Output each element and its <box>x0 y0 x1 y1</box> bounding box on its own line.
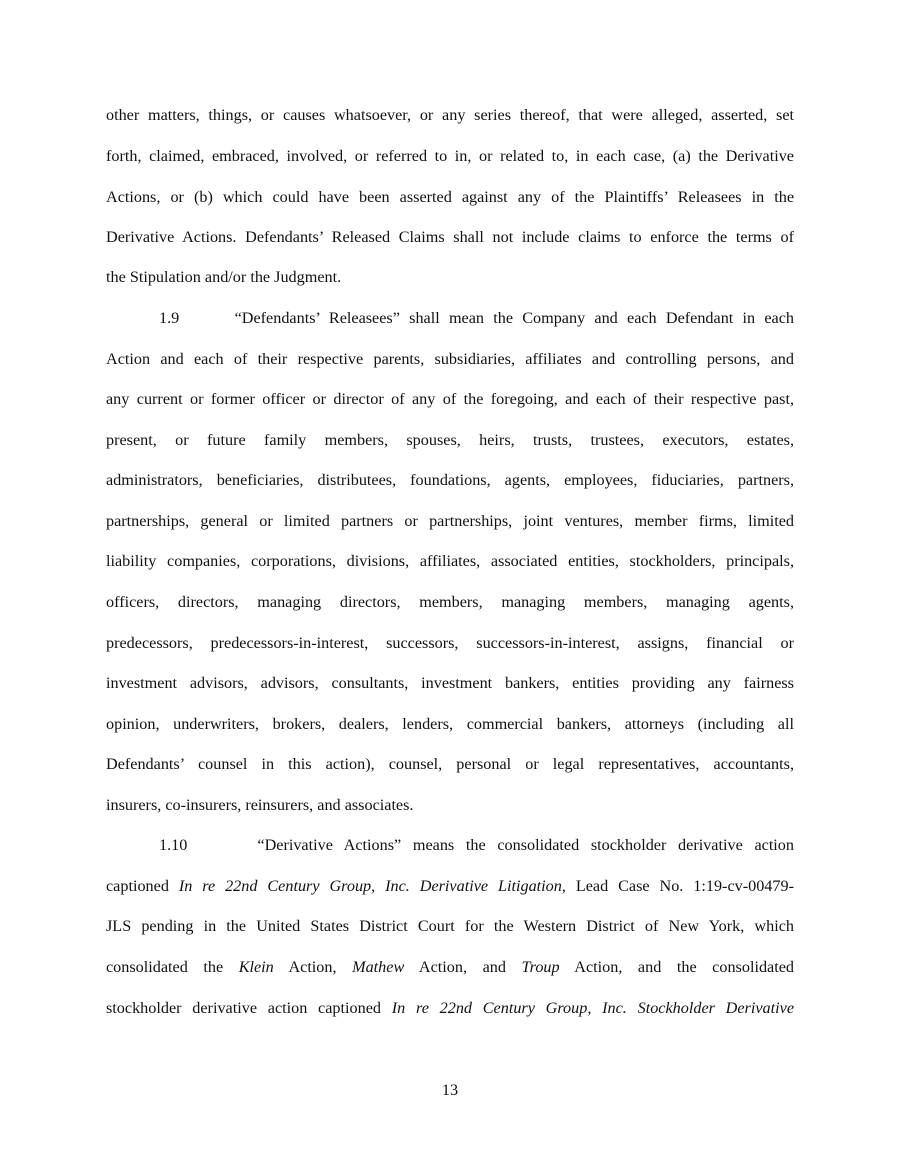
text-line: insurers, co-insurers, reinsurers, and associates. <box>106 796 414 814</box>
text-line: opinion, underwriters, brokers, dealers, lenders, commercial bankers, attorneys (including all <box>106 715 794 733</box>
case-name-italic: Mathew <box>352 958 405 976</box>
text-line: Actions, or (b) which could have been asserted against any of the Plaintiffs’ Releasees in the <box>106 188 794 206</box>
text-run: , Lead Case No. 1:19-cv-00479- <box>561 877 794 895</box>
text-line: partnerships, general or limited partners or partnerships, joint ventures, member firms, limited <box>106 512 794 530</box>
text-line <box>106 874 794 898</box>
text-line: other matters, things, or causes whatsoever, or any series thereof, that were alleged, asserted, set <box>106 106 794 124</box>
case-name-italic: Troup <box>521 958 560 976</box>
section-1-10-heading-line: 1.10 “Derivative Actions” means the consolidated stockholder derivative action <box>159 836 794 854</box>
text-line: Defendants’ counsel in this action), counsel, personal or legal representatives, accountants, <box>106 755 794 773</box>
case-name-italic: Klein <box>238 958 274 976</box>
text-run: captioned <box>106 877 179 895</box>
text-run: Action, and <box>404 958 522 976</box>
text-line <box>106 955 794 979</box>
text-run: Action, and the consolidated <box>559 958 794 976</box>
text-line: administrators, beneficiaries, distributees, foundations, agents, employees, fiduciaries, partners, <box>106 471 794 489</box>
text-run: consolidated the <box>106 958 239 976</box>
text-line: liability companies, corporations, divisions, affiliates, associated entities, stockholders, principals, <box>106 552 794 570</box>
text-line: investment advisors, advisors, consultants, investment bankers, entities providing any fairness <box>106 674 794 692</box>
text-run: stockholder derivative action captioned <box>106 999 392 1017</box>
text-line: Action and each of their respective parents, subsidiaries, affiliates and controlling persons, and <box>106 350 794 368</box>
text-line: JLS pending in the United States District Court for the Western District of New York, which <box>106 917 794 935</box>
page-number: 13 <box>441 1081 459 1099</box>
text-line: officers, directors, managing directors, members, managing members, managing agents, <box>106 593 794 611</box>
text-line <box>106 996 794 1020</box>
text-line: Derivative Actions. Defendants’ Released Claims shall not include claims to enforce the terms of <box>106 228 794 246</box>
text-line: forth, claimed, embraced, involved, or referred to in, or related to, in each case, (a) the Derivative <box>106 147 794 165</box>
text-line: predecessors, predecessors-in-interest, successors, successors-in-interest, assigns, financial or <box>106 634 794 652</box>
text-line: any current or former officer or director of any of the foregoing, and each of their respective past, <box>106 390 794 408</box>
text-line: present, or future family members, spouses, heirs, trusts, trustees, executors, estates, <box>106 431 794 449</box>
text-line: the Stipulation and/or the Judgment. <box>106 268 342 286</box>
case-caption-italic: In re 22nd Century Group, Inc. Derivative Litigation <box>178 877 562 895</box>
text-run: Action, <box>273 958 353 976</box>
case-caption-italic: In re 22nd Century Group, Inc. Stockholder Derivative <box>391 999 794 1017</box>
section-1-9-heading-line: 1.9 “Defendants’ Releasees” shall mean the Company and each Defendant in each <box>159 309 794 327</box>
